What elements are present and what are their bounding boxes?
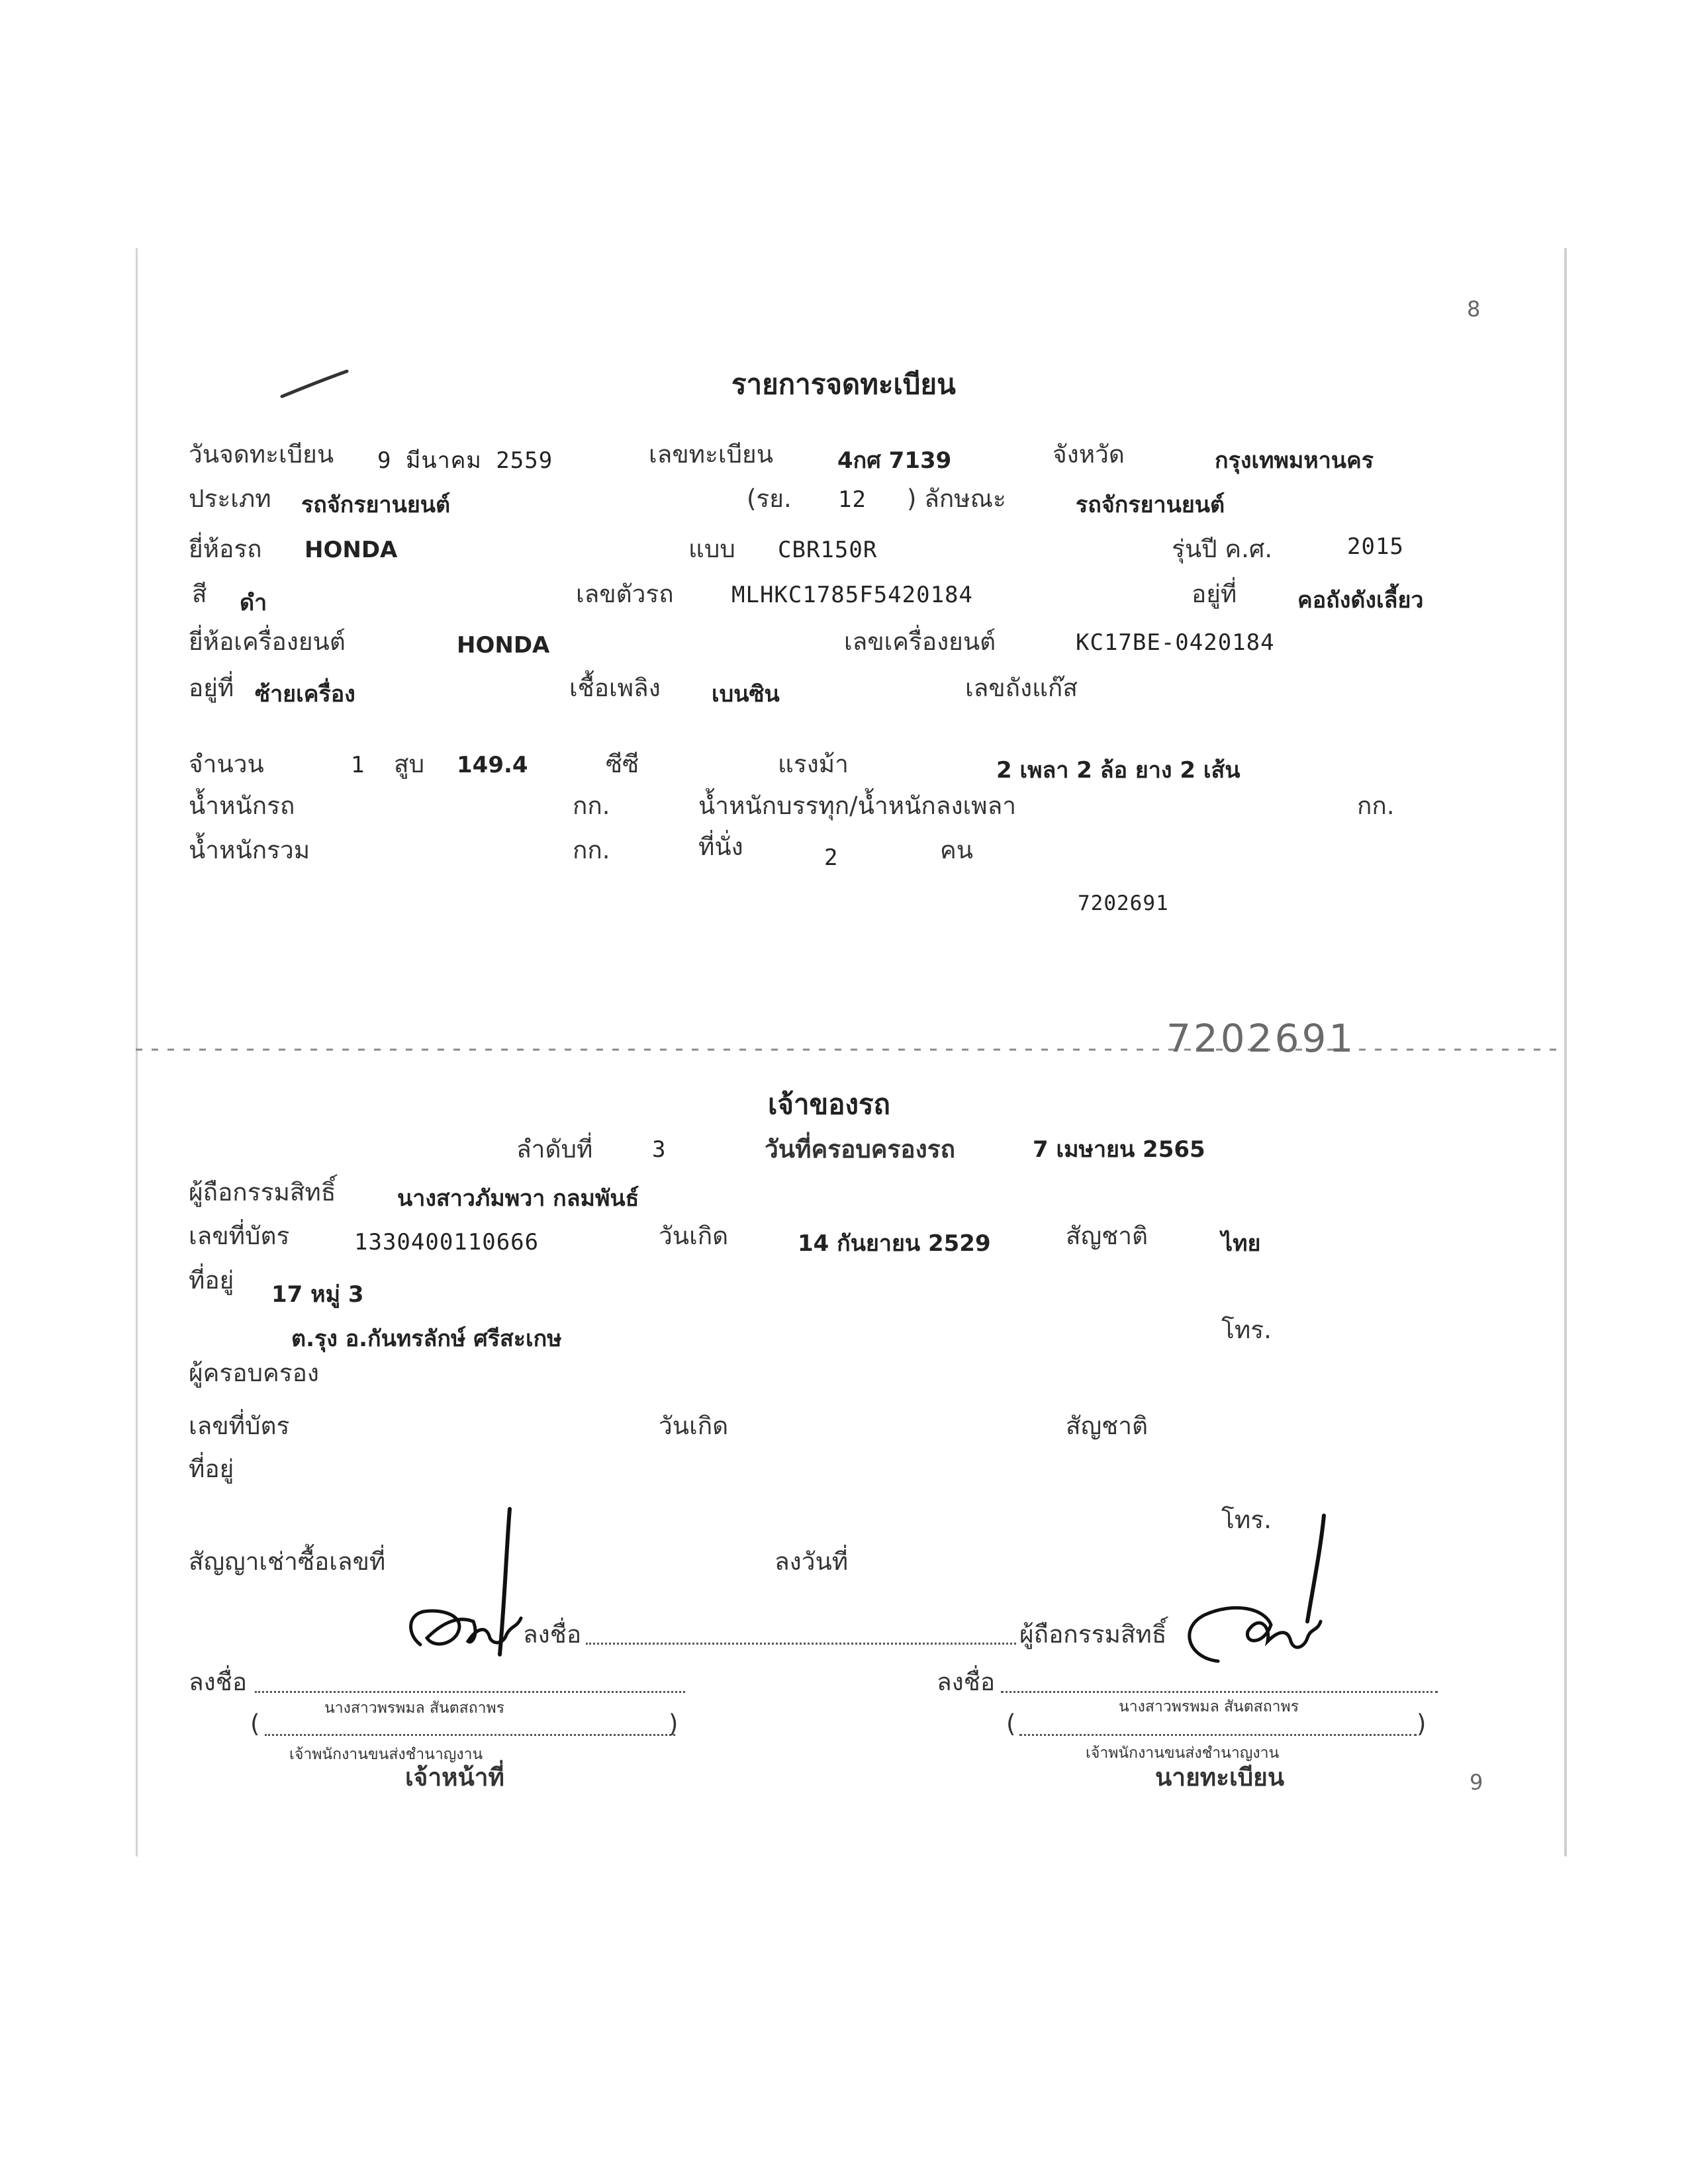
chassis-number: MLHKC1785F5420184: [731, 582, 973, 608]
cc-label: ซีซี: [606, 750, 639, 778]
holder-sign-label: ผู้ถือกรรมสิทธิ์: [1019, 1620, 1167, 1649]
officer-name-dotted-line: [265, 1734, 675, 1736]
nationality: ไทย: [1221, 1230, 1261, 1257]
model-year-label: รุ่นปี ค.ศ.: [1172, 535, 1273, 563]
registrar-label: นายทะเบียน: [1155, 1763, 1285, 1792]
order-label: ลำดับที่: [516, 1135, 593, 1163]
ry-open: (รย.: [747, 484, 792, 513]
province: กรุงเทพมหานคร: [1215, 447, 1374, 474]
sign-label: ลงชื่อ: [523, 1620, 582, 1649]
owner-title: เจ้าของรถ: [768, 1088, 890, 1120]
officer-stamp-title: เจ้าพนักงานขนส่งชำนาญงาน: [289, 1746, 483, 1763]
count: 1: [351, 752, 365, 778]
order-number: 3: [652, 1136, 667, 1163]
reg-date-label: วันจดทะเบียน: [189, 440, 334, 469]
id-card-number: 1330400110666: [354, 1229, 539, 1255]
dob-label: วันเกิด: [659, 1222, 729, 1250]
page-number-bottom: 9: [1470, 1770, 1483, 1795]
possession-date-label: วันที่ครอบครองรถ: [765, 1135, 955, 1163]
engine-brand: HONDA: [457, 632, 550, 659]
possessor-id-label: เลขที่บัตร: [189, 1412, 290, 1440]
kg-unit-2: กก.: [1357, 792, 1395, 820]
engine-location-label: อยู่ที่: [189, 674, 234, 702]
registrar-stamp-title: เจ้าพนักงานขนส่งชำนาญงาน: [1086, 1745, 1280, 1762]
plate-number: 4กศ 7139: [837, 447, 952, 474]
page-number-top: 8: [1467, 296, 1481, 322]
vehicle-weight-label: น้ำหนักรถ: [189, 792, 295, 820]
possessor-label: ผู้ครอบครอง: [189, 1359, 319, 1387]
vehicle-color: ดำ: [240, 590, 267, 616]
address-line-1: 17 หมู่ 3: [271, 1281, 364, 1308]
registrar-stamp-name: นางสาวพรพมล สันตสถาพร: [1119, 1698, 1299, 1715]
signature-right: [1172, 1509, 1344, 1681]
possessor-address-label: ที่อยู่: [189, 1455, 234, 1483]
cylinder-label: สูบ: [394, 750, 425, 778]
engine-cc: 149.4: [457, 752, 528, 778]
kg-unit-1: กก.: [573, 792, 610, 820]
model-year: 2015: [1347, 533, 1404, 560]
officer-sign-dotted-line: [255, 1691, 685, 1693]
lease-date-label: ลงวันที่: [774, 1547, 849, 1576]
type-label: ประเภท: [189, 484, 271, 513]
engine-number-label: เลขเครื่องยนต์: [844, 627, 996, 656]
axles-wheels: 2 เพลา 2 ล้อ ยาง 2 เส้น: [996, 757, 1241, 784]
plate-label: เลขทะเบียน: [649, 440, 773, 469]
registrar-sign-dotted-line: [1001, 1691, 1438, 1693]
total-weight-label: น้ำหนักรวม: [189, 836, 310, 864]
model: CBR150R: [778, 537, 878, 563]
registrar-paren-close: ): [1417, 1709, 1427, 1738]
engine-brand-label: ยี่ห้อเครื่องยนต์: [189, 627, 346, 656]
officer-stamp-name: นางสาวพรพมล สันตสถาพร: [324, 1700, 505, 1717]
holder-label: ผู้ถือกรรมสิทธิ์: [189, 1178, 336, 1206]
fuel: เบนซิน: [712, 681, 780, 707]
signature-left: [394, 1502, 533, 1668]
address-line-2: ต.รุง อ.กันทรลักษ์ ศรีสะเกษ: [291, 1326, 562, 1352]
color-label: สี: [192, 580, 207, 608]
pen-tick-mark: [278, 367, 351, 400]
date-of-birth: 14 กันยายน 2529: [798, 1230, 991, 1257]
brand-label: ยี่ห้อรถ: [189, 535, 262, 563]
engine-location: ซ้ายเครื่อง: [255, 681, 355, 707]
engine-number: KC17BE-0420184: [1076, 629, 1275, 656]
nationality-label: สัญชาติ: [1066, 1222, 1149, 1250]
holder-name: นางสาวภัมพวา กลมพันธ์: [397, 1185, 639, 1212]
tel-label: โทร.: [1221, 1316, 1272, 1344]
registration-title: รายการจดทะเบียน: [731, 368, 956, 400]
seats: 2: [824, 844, 839, 871]
chassis-location-label: อยู่ที่: [1192, 580, 1237, 608]
count-label: จำนวน: [189, 750, 264, 778]
officer-label: เจ้าหน้าที่: [405, 1763, 504, 1792]
model-label: แบบ: [688, 535, 735, 563]
brand: HONDA: [305, 537, 398, 563]
possessor-tel-label: โทร.: [1221, 1506, 1272, 1534]
serial-number-small: 7202691: [1078, 891, 1169, 915]
officer-paren-close: ): [669, 1709, 679, 1738]
registrar-paren-open: (: [1006, 1709, 1016, 1738]
possessor-dob-label: วันเกิด: [659, 1412, 729, 1440]
lease-contract-label: สัญญาเช่าซื้อเลขที่: [189, 1547, 386, 1576]
officer-sign-label: ลงชื่อ: [189, 1668, 248, 1696]
id-card-label: เลขที่บัตร: [189, 1222, 290, 1250]
officer-paren-open: (: [250, 1709, 260, 1738]
chassis-label: เลขตัวรถ: [576, 580, 674, 608]
fuel-label: เชื้อเพลิง: [569, 674, 661, 702]
registrar-sign-label: ลงชื่อ: [937, 1668, 996, 1696]
vehicle-type: รถจักรยานยนต์: [301, 492, 451, 518]
persons-label: คน: [940, 836, 974, 864]
sign-dotted-line: [586, 1643, 1016, 1645]
reg-date: 9 มีนาคม 2559: [377, 447, 553, 474]
gas-tank-label: เลขถังแก๊ส: [965, 674, 1078, 702]
possession-date: 7 เมษายน 2565: [1033, 1136, 1205, 1163]
address-label: ที่อยู่: [189, 1266, 234, 1295]
registrar-name-dotted-line: [1019, 1734, 1417, 1736]
seats-label: ที่นั่ง: [698, 833, 743, 861]
vehicle-character: รถจักรยานยนต์: [1076, 492, 1225, 518]
chassis-location: คอถังดังเลี้ยว: [1297, 587, 1424, 614]
province-label: จังหวัด: [1053, 440, 1125, 469]
serial-number-large: 7202691: [1166, 1016, 1356, 1061]
kg-unit-3: กก.: [573, 836, 610, 864]
character-label: ) ลักษณะ: [907, 484, 1006, 513]
possessor-nationality-label: สัญชาติ: [1066, 1412, 1149, 1440]
horsepower-label: แรงม้า: [778, 750, 849, 778]
ry-number: 12: [838, 486, 867, 513]
load-weight-label: น้ำหนักบรรทุก/น้ำหนักลงเพลา: [698, 792, 1017, 820]
